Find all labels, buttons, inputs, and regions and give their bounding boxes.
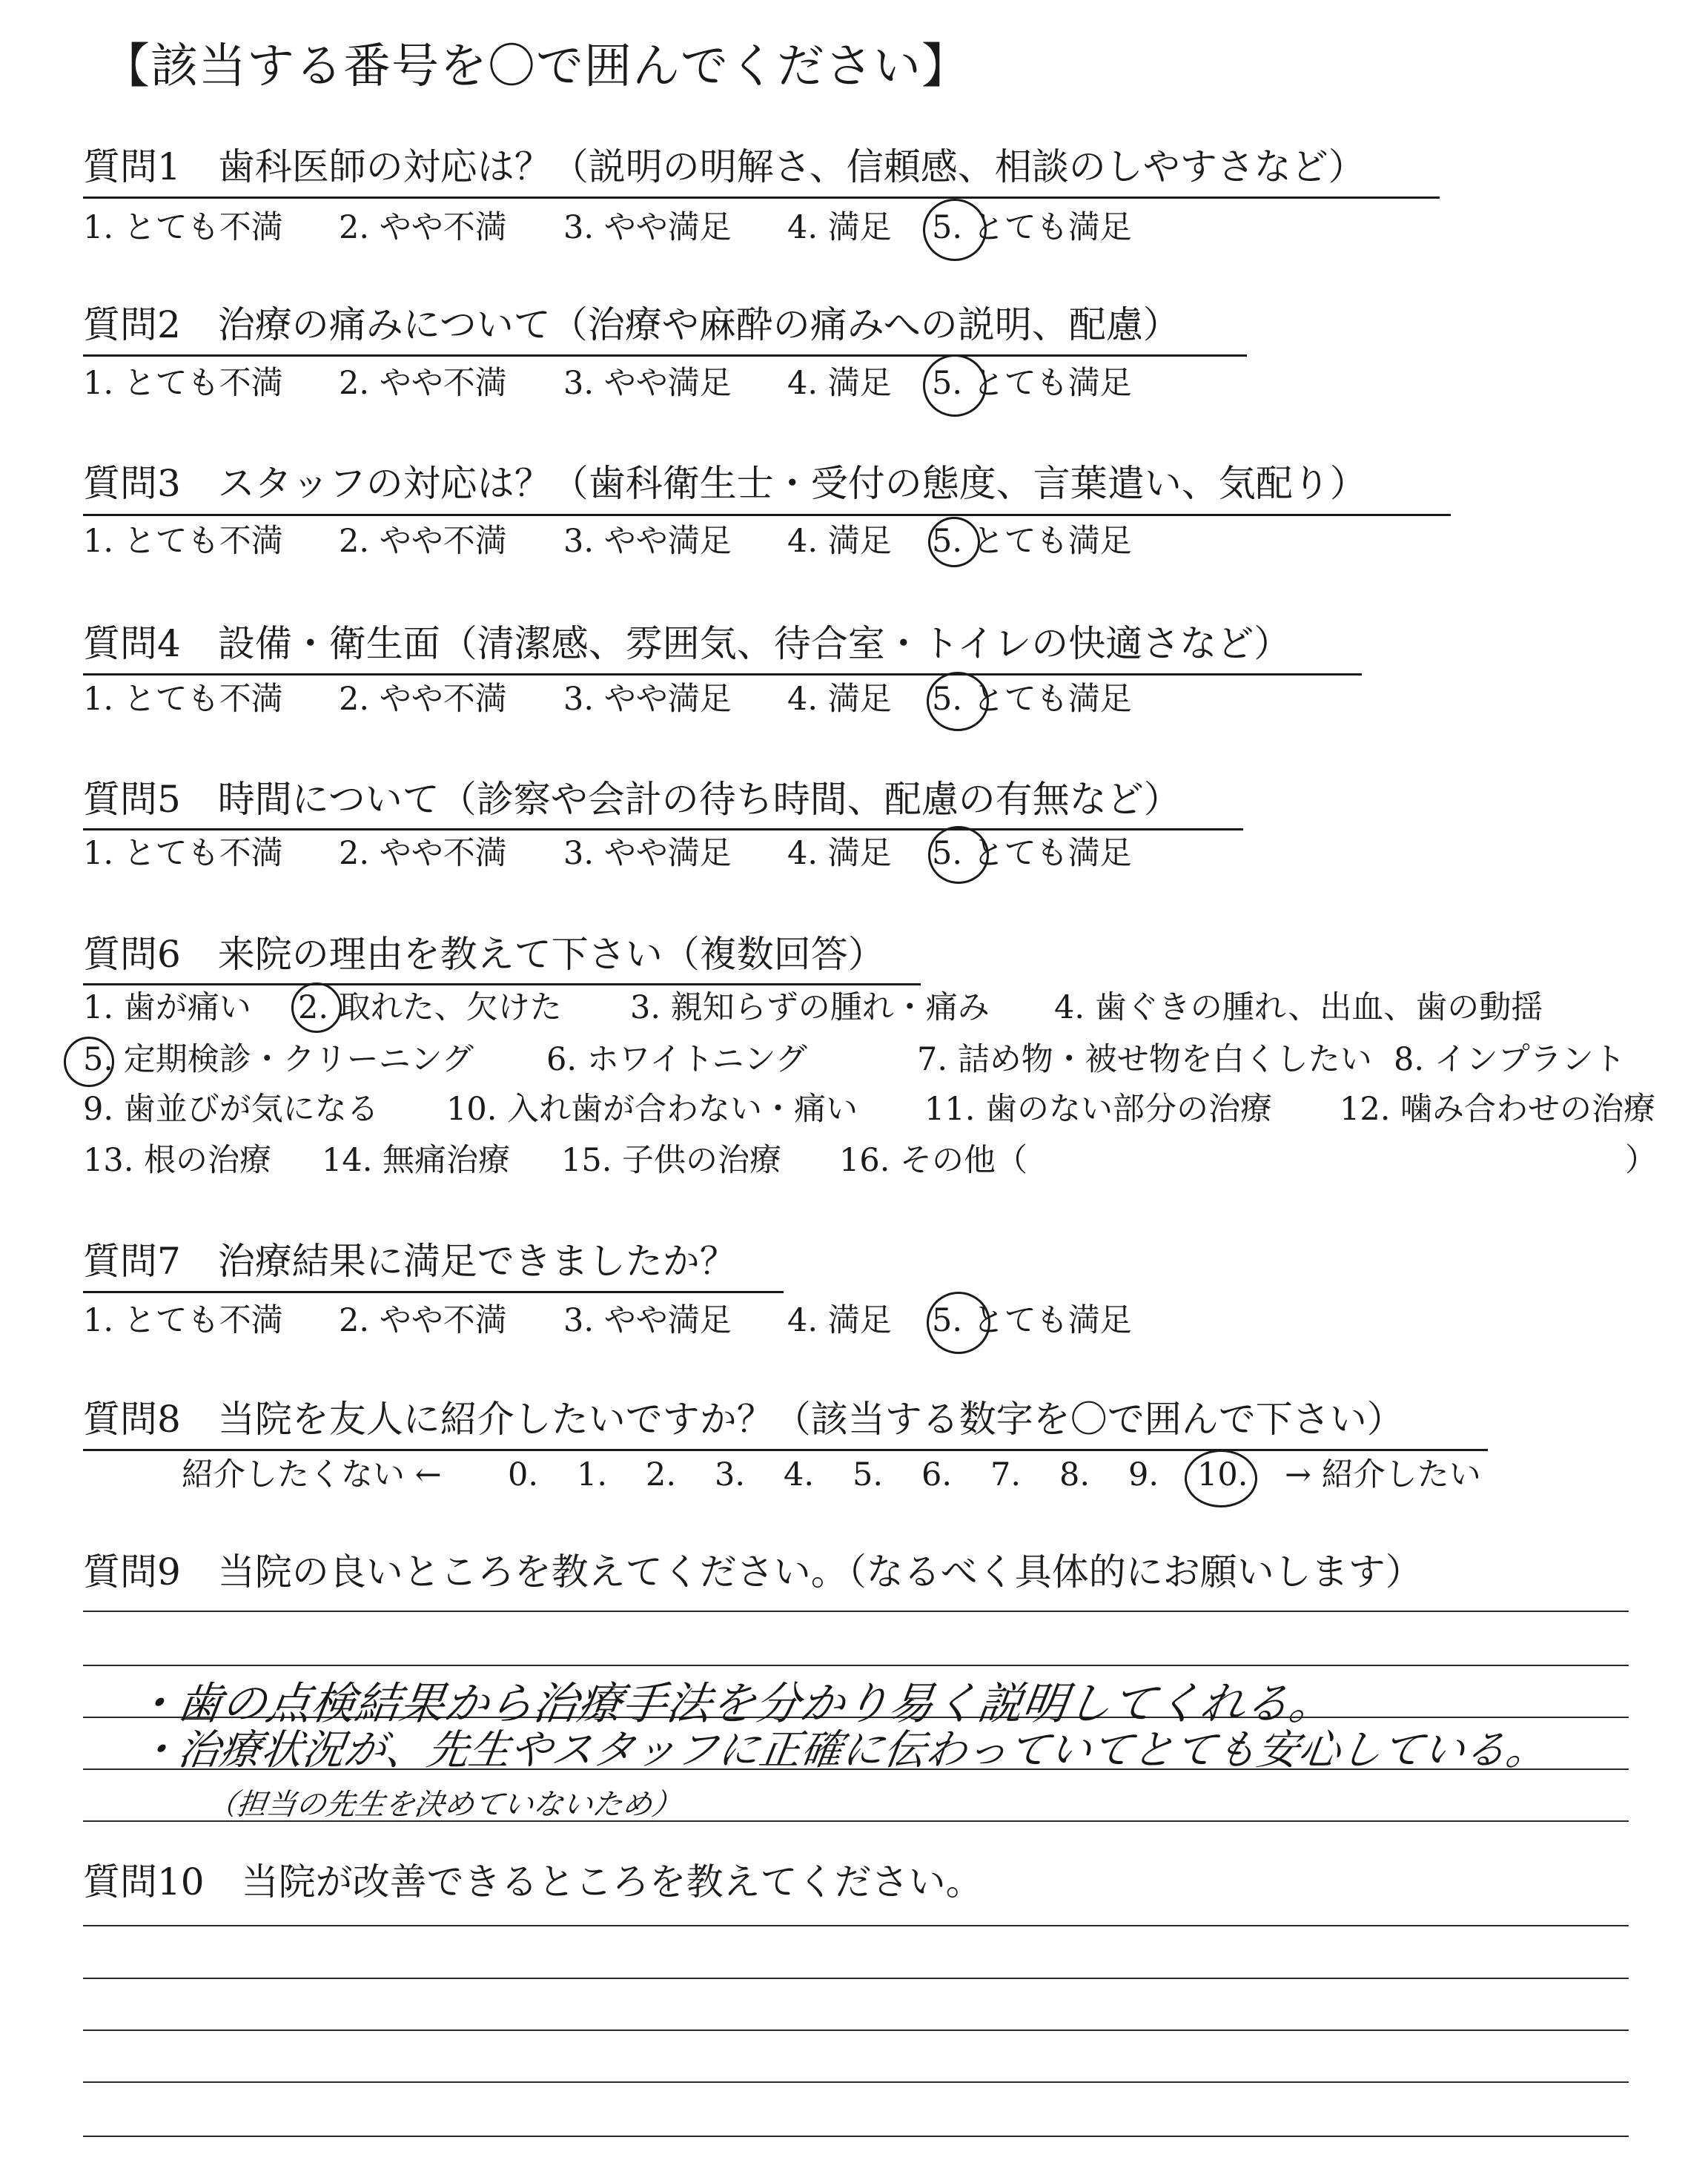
q7-option-3[interactable]: 3. やや満足 — [563, 1302, 732, 1339]
q8-scale-left-label: 紹介したくない ← — [182, 1456, 442, 1493]
q8-scale-5[interactable]: 5. — [853, 1456, 884, 1493]
q1-option-2[interactable]: 2. やや不満 — [339, 209, 507, 246]
q6-option-10[interactable]: 10. 入れ歯が合わない・痛い — [446, 1091, 858, 1128]
q9-handwritten-answer-1: ・歯の点検結果から治療手法を分かり易く説明してくれる。 — [129, 1678, 1338, 1730]
q10-answer-line-5 — [83, 2136, 1629, 2137]
q2-option-5[interactable]: 5. とても満足 — [932, 365, 1132, 402]
q1-selection-circle — [923, 199, 987, 261]
q10-answer-line-2 — [83, 1978, 1629, 1979]
q6-option-14[interactable]: 14. 無痛治療 — [322, 1142, 511, 1179]
q8-scale-10[interactable]: 10. — [1197, 1456, 1248, 1493]
q6-option-15[interactable]: 15. 子供の治療 — [561, 1142, 782, 1179]
q7-option-4[interactable]: 4. 満足 — [787, 1302, 892, 1339]
q1-option-3[interactable]: 3. やや満足 — [563, 209, 732, 246]
q9-answer-line-1 — [83, 1611, 1629, 1612]
q7-option-2[interactable]: 2. やや不満 — [339, 1302, 507, 1339]
q8-scale-4[interactable]: 4. — [784, 1456, 815, 1493]
q4-option-3[interactable]: 3. やや満足 — [563, 681, 732, 718]
question-3-title: 質問3 スタッフの対応は？（歯科衛生士・受付の態度、言葉遣い、気配り） — [83, 462, 1367, 505]
q8-scale-1[interactable]: 1. — [577, 1456, 608, 1493]
q10-answer-line-4 — [83, 2081, 1629, 2083]
question-3-underline — [83, 514, 1451, 516]
q3-option-4[interactable]: 4. 満足 — [787, 523, 892, 560]
question-5-title: 質問5 時間について（診察や会計の待ち時間、配慮の有無など） — [83, 778, 1181, 821]
q10-answer-line-3 — [83, 2029, 1629, 2031]
q4-option-4[interactable]: 4. 満足 — [787, 681, 892, 718]
q3-option-5[interactable]: 5. とても満足 — [932, 523, 1132, 560]
q6-selection-circle-2 — [291, 982, 342, 1033]
question-2-title: 質問2 治療の痛みについて（治療や麻酔の痛みへの説明、配慮） — [83, 303, 1180, 346]
q8-selection-circle — [1185, 1450, 1257, 1507]
q5-option-3[interactable]: 3. やや満足 — [563, 835, 732, 872]
question-5-underline — [83, 828, 1243, 830]
q6-option-6[interactable]: 6. ホワイトニング — [546, 1041, 807, 1078]
q8-scale-3[interactable]: 3. — [715, 1456, 746, 1493]
q2-selection-circle — [923, 354, 987, 417]
q8-scale-9[interactable]: 9. — [1128, 1456, 1159, 1493]
question-8-underline — [83, 1449, 1488, 1451]
q6-option-3[interactable]: 3. 親知らずの腫れ・痛み — [630, 989, 990, 1026]
q6-option-11[interactable]: 11. 歯のない部分の治療 — [924, 1091, 1273, 1128]
q2-option-3[interactable]: 3. やや満足 — [563, 365, 732, 402]
q6-option-5[interactable]: 5. 定期検診・クリーニング — [83, 1041, 474, 1078]
q3-option-1[interactable]: 1. とても不満 — [83, 523, 283, 560]
question-4-underline — [83, 673, 1362, 676]
question-6-underline — [83, 983, 921, 985]
q6-option-1[interactable]: 1. 歯が痛い — [83, 989, 251, 1026]
q5-option-2[interactable]: 2. やや不満 — [339, 835, 507, 872]
q9-handwritten-answer-3: （担当の先生を決めていないため） — [205, 1788, 684, 1822]
q6-option-12[interactable]: 12. 噛み合わせの治療 — [1340, 1091, 1656, 1128]
q8-scale-2[interactable]: 2. — [646, 1456, 677, 1493]
q6-option-13[interactable]: 13. 根の治療 — [83, 1142, 272, 1179]
q8-scale-7[interactable]: 7. — [990, 1456, 1022, 1493]
question-2-underline — [83, 354, 1247, 357]
q4-option-1[interactable]: 1. とても不満 — [83, 681, 283, 718]
q6-option-9[interactable]: 9. 歯並びが気になる — [83, 1091, 379, 1128]
q2-option-2[interactable]: 2. やや不満 — [339, 365, 507, 402]
q7-option-5[interactable]: 5. とても満足 — [932, 1302, 1132, 1339]
q6-option-2[interactable]: 2. 取れた、欠けた — [298, 989, 562, 1026]
q2-option-1[interactable]: 1. とても不満 — [83, 365, 283, 402]
q5-selection-circle — [928, 826, 989, 884]
q7-selection-circle — [927, 1292, 990, 1354]
question-10-title: 質問10 当院が改善できるところを教えてください。 — [83, 1860, 983, 1903]
q5-option-5[interactable]: 5. とても満足 — [932, 835, 1132, 872]
q6-option-8[interactable]: 8. インプラント — [1394, 1041, 1626, 1078]
question-7-underline — [83, 1291, 784, 1293]
question-7-title: 質問7 治療結果に満足できましたか？ — [83, 1240, 737, 1283]
q8-scale-8[interactable]: 8. — [1059, 1456, 1090, 1493]
q4-option-2[interactable]: 2. やや不満 — [339, 681, 507, 718]
q9-answer-line-2 — [83, 1665, 1629, 1666]
question-9-title: 質問9 当院の良いところを教えてください。（なるべく具体的にお願いします） — [83, 1550, 1423, 1593]
q4-option-5[interactable]: 5. とても満足 — [932, 681, 1132, 718]
q9-handwritten-answer-2: ・治療状況が、先生やスタッフに正確に伝わっていてとても安心している。 — [133, 1726, 1552, 1774]
question-4-title: 質問4 設備・衛生面（清潔感、雰囲気、待合室・トイレの快適さなど） — [83, 622, 1291, 665]
q6-other-close-paren: ） — [1625, 1142, 1657, 1179]
q6-option-16[interactable]: 16. その他（ — [839, 1142, 1028, 1179]
q4-selection-circle — [927, 672, 989, 731]
q8-scale-right-label: → 紹介したい — [1285, 1456, 1481, 1493]
q7-option-1[interactable]: 1. とても不満 — [83, 1302, 283, 1339]
q1-option-5[interactable]: 5. とても満足 — [932, 209, 1132, 246]
q5-option-1[interactable]: 1. とても不満 — [83, 835, 283, 872]
q1-option-1[interactable]: 1. とても不満 — [83, 209, 283, 246]
question-6-title: 質問6 来院の理由を教えて下さい（複数回答） — [83, 933, 885, 976]
q3-option-2[interactable]: 2. やや不満 — [339, 523, 507, 560]
q2-option-4[interactable]: 4. 満足 — [787, 365, 892, 402]
q3-selection-circle — [928, 517, 980, 567]
question-8-title: 質問8 当院を友人に紹介したいですか？（該当する数字を〇で囲んで下さい） — [83, 1398, 1404, 1441]
question-1-title: 質問1 歯科医師の対応は？（説明の明解さ、信頼感、相談のしやすさなど） — [83, 145, 1366, 188]
q5-option-4[interactable]: 4. 満足 — [787, 835, 892, 872]
q6-selection-circle-5 — [64, 1037, 114, 1087]
q10-answer-line-1 — [83, 1925, 1629, 1926]
q3-option-3[interactable]: 3. やや満足 — [563, 523, 732, 560]
q8-scale-6[interactable]: 6. — [921, 1456, 953, 1493]
page-title: 【該当する番号を〇で囲んでください】 — [102, 39, 970, 94]
q6-option-7[interactable]: 7. 詰め物・被せ物を白くしたい — [917, 1041, 1372, 1078]
q6-option-4[interactable]: 4. 歯ぐきの腫れ、出血、歯の動揺 — [1054, 989, 1543, 1026]
q8-scale-0[interactable]: 0. — [508, 1456, 539, 1493]
question-1-underline — [83, 196, 1440, 199]
q1-option-4[interactable]: 4. 満足 — [787, 209, 892, 246]
